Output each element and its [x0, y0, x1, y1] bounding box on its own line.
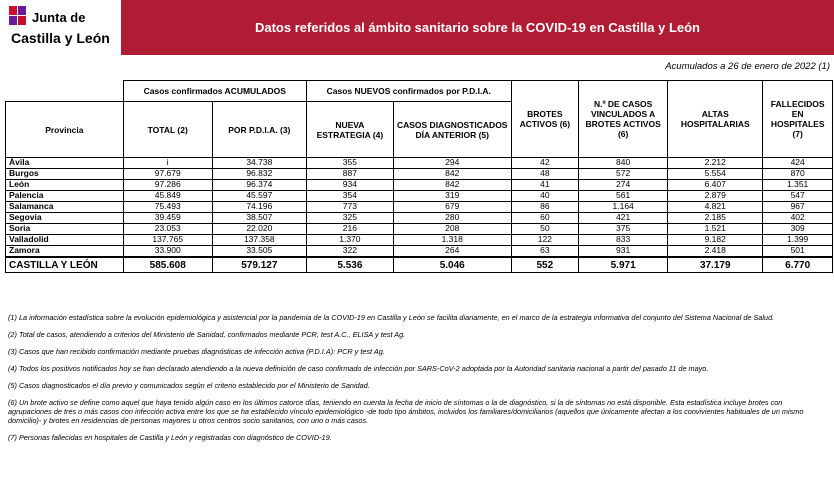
footnote: (4) Todos los positivos notificados hoy se han declarado atendiendo a la nueva definición de caso confirmado de infección por SARS-CoV-2 adoptada por la Autoridad sanitaria nacional a partir del pasado 11 de mayo.: [8, 364, 709, 373]
table-cell: 309: [763, 224, 833, 235]
table-cell: 34.738: [212, 158, 306, 169]
table-cell: 354: [306, 191, 393, 202]
table-cell: 967: [763, 202, 833, 213]
table-row: [6, 246, 833, 258]
table-cell: 22.020: [212, 224, 306, 235]
province-name: Valladolid: [6, 235, 124, 246]
table-cell: 97.286: [123, 180, 212, 191]
footnote: (1) La información estadística sobre la evolución epidemiológica y asistencial por la pandemia de la COVID-19 en Castilla y León se facilita diariamente, en el marco de la estrategia informativa del conjunto del Sistema Nacional de Salud.: [8, 313, 775, 322]
table-cell: 322: [306, 246, 393, 258]
total-cell: 37.179: [668, 257, 763, 273]
table-cell: 45.597: [212, 191, 306, 202]
title-banner: [121, 0, 834, 55]
table-cell: 402: [763, 213, 833, 224]
total-row: [6, 257, 833, 273]
table-cell: 63: [511, 246, 579, 258]
table-cell: 74.196: [212, 202, 306, 213]
table-cell: 319: [393, 191, 511, 202]
date-note: Acumulados a 26 de enero de 2022 (1): [665, 61, 830, 72]
table-cell: 1.164: [579, 202, 668, 213]
logo-line2: Castilla y León: [11, 30, 110, 46]
province-name: Burgos: [6, 169, 124, 180]
province-name: Zamora: [6, 246, 124, 258]
table-cell: 48: [511, 169, 579, 180]
table-row: [6, 235, 833, 246]
table-row: [6, 224, 833, 235]
total-cell: 552: [511, 257, 579, 273]
table-cell: 60: [511, 213, 579, 224]
table-cell: 33.505: [212, 246, 306, 258]
covid-data-table: [5, 80, 833, 273]
province-name: Soria: [6, 224, 124, 235]
table-cell: 42: [511, 158, 579, 169]
table-cell: 1.318: [393, 235, 511, 246]
table-cell: 38.507: [212, 213, 306, 224]
table-cell: 1.521: [668, 224, 763, 235]
table-cell: 39.459: [123, 213, 212, 224]
table-cell: 96.832: [212, 169, 306, 180]
province-name: León: [6, 180, 124, 191]
footnotes: [8, 313, 824, 450]
table-cell: 86: [511, 202, 579, 213]
col-header-diag: CASOS DIAGNOSTICADOS DÍA ANTERIOR (5): [393, 102, 511, 158]
table-cell: 421: [579, 213, 668, 224]
table-cell: 2.185: [668, 213, 763, 224]
table-cell: 1.370: [306, 235, 393, 246]
table-cell: 547: [763, 191, 833, 202]
table-row: [6, 180, 833, 191]
table-cell: 6.407: [668, 180, 763, 191]
col-header-provincia: Provincia: [6, 102, 124, 158]
table-cell: 2.879: [668, 191, 763, 202]
table-cell: 41: [511, 180, 579, 191]
table-cell: 561: [579, 191, 668, 202]
table-cell: 216: [306, 224, 393, 235]
footnote: (7) Personas fallecidas en hospitales de Castilla y León y registradas con diagnóstico de COVID-19.: [8, 433, 332, 442]
table-cell: 96.374: [212, 180, 306, 191]
table-cell: 773: [306, 202, 393, 213]
table-cell: 2.418: [668, 246, 763, 258]
province-name: Salamanca: [6, 202, 124, 213]
table-cell: 934: [306, 180, 393, 191]
col-header-fallecidos: FALLECIDOS EN HOSPITALES (7): [763, 81, 833, 158]
table-cell: 375: [579, 224, 668, 235]
province-name: Segovia: [6, 213, 124, 224]
table-cell: 50: [511, 224, 579, 235]
group-header-acumulados: Casos confirmados ACUMULADOS: [123, 81, 306, 102]
total-cell: 5.536: [306, 257, 393, 273]
footnote: (6) Un brote activo se define como aquel que haya tenido algún caso en los últimos catorce días, teniendo en cuenta la fecha de inicio de síntomas o la de diagnóstico, si la de síntomas no está disponible. Esta estadística incluye brotes con agrupaciones de tres o más casos con infección activa entre los que se ha establecido vínculo epidemiológico -de todo tipo ámbitos, incluidos los familiares/domiciliarios (aquellos que únicamente afectan a los convivientes habituales de un mismo domicilio)- y brotes en residencias de personas mayores u otros centros socio sanitarios, con uno o más casos.: [8, 398, 804, 425]
col-header-vinculados: N.º DE CASOS VINCULADOS A BROTES ACTIVOS (6): [579, 81, 668, 158]
table-cell: 208: [393, 224, 511, 235]
table-cell: 5.554: [668, 169, 763, 180]
table-cell: 122: [511, 235, 579, 246]
table-cell: 679: [393, 202, 511, 213]
table-row: [6, 158, 833, 169]
col-header-total: TOTAL (2): [123, 102, 212, 158]
table-cell: 840: [579, 158, 668, 169]
table-row: [6, 202, 833, 213]
total-cell: 585.608: [123, 257, 212, 273]
footnote: (2) Total de casos, atendiendo a criterios del Ministerio de Sanidad, confirmados mediante PCR, test A.C., ELISA y test Ag.: [8, 330, 406, 339]
table-cell: 325: [306, 213, 393, 224]
table-cell: 137.765: [123, 235, 212, 246]
col-header-altas: ALTAS HOSPITALARIAS: [668, 81, 763, 158]
group-header-nuevos: Casos NUEVOS confirmados por P.D.I.A.: [306, 81, 511, 102]
table-cell: 264: [393, 246, 511, 258]
table-cell: 842: [393, 180, 511, 191]
table-cell: 501: [763, 246, 833, 258]
table-cell: 45.849: [123, 191, 212, 202]
table-cell: 40: [511, 191, 579, 202]
footnote: (3) Casos que han recibido confirmación mediante pruebas diagnósticas de infección activa (P.D.I.A): PCR y test Ag.: [8, 347, 385, 356]
province-name: Ávila: [6, 158, 124, 169]
table-cell: i: [123, 158, 212, 169]
province-name: Palencia: [6, 191, 124, 202]
table-cell: 1.351: [763, 180, 833, 191]
table-cell: 572: [579, 169, 668, 180]
total-label: CASTILLA Y LEÓN: [6, 257, 124, 273]
table-cell: 75.493: [123, 202, 212, 213]
table-cell: 870: [763, 169, 833, 180]
table-cell: 833: [579, 235, 668, 246]
table-row: [6, 169, 833, 180]
junta-logo: [6, 4, 116, 54]
total-cell: 5.971: [579, 257, 668, 273]
page-title: Datos referidos al ámbito sanitario sobre la COVID-19 en Castilla y León: [254, 20, 700, 35]
footnote: (5) Casos diagnosticados el día previo y comunicados según el criterio establecido por el Ministerio de Sanidad.: [8, 381, 370, 390]
table-cell: 280: [393, 213, 511, 224]
table-row: [6, 213, 833, 224]
table-cell: 1.399: [763, 235, 833, 246]
col-header-brotes: BROTES ACTIVOS (6): [511, 81, 579, 158]
col-header-pdia: POR P.D.I.A. (3): [212, 102, 306, 158]
logo-line1: Junta de: [32, 10, 86, 25]
table-cell: 2.212: [668, 158, 763, 169]
table-cell: 4.821: [668, 202, 763, 213]
total-cell: 5.046: [393, 257, 511, 273]
table-cell: 9.182: [668, 235, 763, 246]
total-cell: 6.770: [763, 257, 833, 273]
table-cell: 355: [306, 158, 393, 169]
table-cell: 887: [306, 169, 393, 180]
table-cell: 97.679: [123, 169, 212, 180]
table-cell: 424: [763, 158, 833, 169]
table-cell: 842: [393, 169, 511, 180]
table-cell: 931: [579, 246, 668, 258]
table-cell: 137.358: [212, 235, 306, 246]
table-cell: 23.053: [123, 224, 212, 235]
table-row: [6, 191, 833, 202]
table-cell: 33.900: [123, 246, 212, 258]
col-header-nueva: NUEVA ESTRATEGIA (4): [306, 102, 393, 158]
table-cell: 274: [579, 180, 668, 191]
total-cell: 579.127: [212, 257, 306, 273]
table-cell: 294: [393, 158, 511, 169]
